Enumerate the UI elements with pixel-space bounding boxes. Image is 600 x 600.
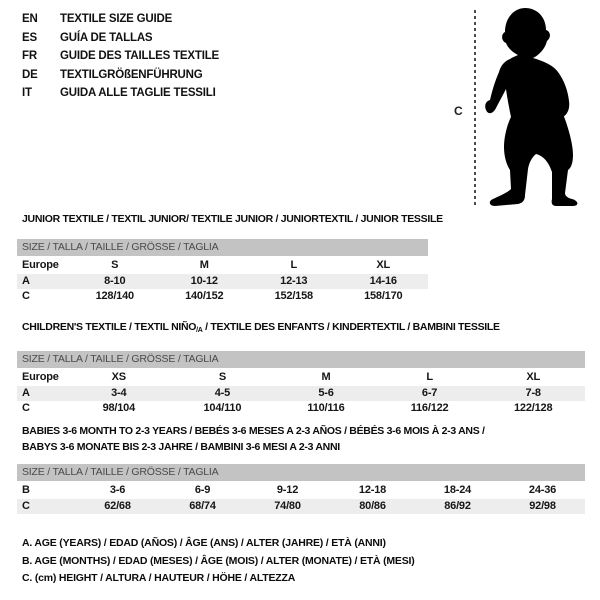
junior-table-title: JUNIOR TEXTILE / TEXTIL JUNIOR/ TEXTILE JUNIOR / JUNIORTEXTIL / JUNIOR TESSILE — [22, 213, 443, 225]
language-row-es — [22, 29, 219, 48]
table-row — [17, 386, 585, 402]
table-cell: 158/170 — [364, 290, 403, 302]
table-cell: 8-10 — [104, 274, 126, 287]
language-code: IT — [22, 87, 32, 99]
legend-footnotes — [22, 535, 415, 588]
table-cell: XL — [376, 259, 391, 271]
table-cell: 3-6 — [109, 484, 126, 496]
table-cell: 62/68 — [104, 499, 131, 512]
table-cell: M — [321, 371, 331, 383]
footnote-height: C. (cm) HEIGHT / ALTURA / HAUTEUR / HÖHE / ALTEZZA — [22, 572, 296, 584]
row-label: C — [22, 499, 30, 512]
language-code: DE — [22, 68, 38, 81]
table-cell: 6-7 — [421, 386, 438, 399]
table-row — [17, 370, 585, 386]
table-row — [17, 258, 428, 274]
table-cell: 68/74 — [189, 499, 216, 512]
table-cell: 6-9 — [194, 484, 211, 496]
table-cell: XL — [526, 371, 541, 383]
height-measure-label: C — [454, 104, 463, 118]
baby-silhouette-icon — [483, 7, 588, 208]
language-row-fr — [22, 47, 219, 66]
table-cell: 122/128 — [514, 402, 553, 414]
table-cell: 116/122 — [410, 402, 449, 414]
junior-size-table — [17, 239, 428, 305]
table-cell: XS — [111, 371, 126, 383]
table-cell: 12-18 — [358, 484, 387, 496]
table-cell: 7-8 — [525, 386, 541, 399]
row-label: C — [22, 290, 30, 302]
table-cell: 12-13 — [280, 274, 308, 287]
children-table — [17, 370, 585, 417]
table-cell: L — [426, 371, 433, 383]
footnote-age-years: A. AGE (YEARS) / EDAD (AÑOS) / ÂGE (ANS) / ALTER (JAHRE) / ETÀ (ANNI) — [22, 537, 386, 549]
language-code: EN — [22, 13, 38, 25]
table-cell: 110/116 — [307, 402, 345, 414]
table-cell: 9-12 — [276, 484, 299, 496]
table-row — [17, 289, 428, 305]
table-row — [17, 483, 585, 499]
guide-title-de: TEXTILGRÖßENFÜHRUNG — [60, 68, 203, 81]
junior-size-header-bar: SIZE / TALLA / TAILLE / GRÖSSE / TAGLIA — [17, 239, 428, 256]
table-cell: 18-24 — [443, 484, 472, 496]
table-cell: S — [111, 259, 119, 271]
babies-size-table — [17, 464, 585, 514]
table-cell: 74/80 — [274, 499, 301, 512]
table-cell: S — [218, 371, 226, 383]
table-row — [17, 274, 428, 290]
height-dashed-line — [474, 10, 476, 208]
table-cell: 14-16 — [369, 274, 397, 287]
table-cell: 3-4 — [111, 386, 127, 399]
row-label: B — [22, 484, 30, 496]
table-cell: 4-5 — [214, 386, 231, 399]
babies-title-line1: BABIES 3-6 MONTH TO 2-3 YEARS / BEBÉS 3-6 MESES A 2-3 AÑOS / BÉBÉS 3-6 MOIS À 2-3 ANS / — [22, 425, 485, 437]
table-cell: 24-36 — [528, 484, 557, 496]
language-code: ES — [22, 31, 37, 44]
table-cell: 80/86 — [359, 499, 386, 512]
table-cell: 5-6 — [318, 386, 334, 399]
language-row-it — [22, 84, 219, 103]
babies-title-line2: BABYS 3-6 MONATE BIS 2-3 JAHRE / BAMBINI 3-6 MESI A 2-3 ANNI — [22, 441, 340, 453]
junior-table — [17, 258, 428, 305]
guide-title-en: TEXTILE SIZE GUIDE — [60, 13, 173, 25]
footnote-age-months: B. AGE (MONTHS) / EDAD (MESES) / ÂGE (MOIS) / ALTER (MONATE) / ETÀ (MESI) — [22, 554, 415, 567]
table-cell: L — [290, 259, 298, 271]
language-row-en — [22, 10, 219, 29]
children-table-title — [22, 319, 500, 339]
children-size-header-bar: SIZE / TALLA / TAILLE / GRÖSSE / TAGLIA — [17, 351, 585, 368]
table-cell: 128/140 — [95, 290, 134, 302]
table-cell: 92/98 — [529, 499, 556, 512]
babies-size-header-bar: SIZE / TALLA / TAILLE / GRÖSSE / TAGLIA — [17, 464, 585, 481]
children-title-sub: /A — [196, 327, 203, 334]
row-label: C — [22, 402, 30, 414]
table-row — [17, 499, 585, 515]
children-size-table — [17, 351, 585, 417]
language-title-list — [22, 10, 219, 103]
table-cell: 98/104 — [102, 402, 136, 414]
guide-title-fr: GUIDE DES TAILLES TEXTILE — [60, 50, 219, 62]
row-label: Europe — [22, 371, 59, 383]
language-row-de — [22, 66, 219, 85]
table-cell: 10-12 — [190, 274, 218, 287]
guide-title-it: GUIDA ALLE TAGLIE TESSILI — [60, 87, 216, 99]
row-label: Europe — [22, 259, 59, 271]
children-title-pre: CHILDREN'S TEXTILE / TEXTIL NIÑO — [22, 321, 197, 333]
table-cell: 86/92 — [444, 499, 471, 512]
guide-title-es: GUÍA DE TALLAS — [60, 31, 153, 44]
babies-table — [17, 483, 585, 514]
table-row — [17, 401, 585, 417]
table-cell: 104/110 — [203, 402, 242, 414]
row-label: A — [22, 386, 30, 399]
table-cell: M — [199, 259, 209, 271]
row-label: A — [22, 274, 30, 287]
children-title-post: / TEXTILE DES ENFANTS / KINDERTEXTIL / BAMBINI TESSILE — [202, 321, 500, 333]
table-cell: 152/158 — [274, 290, 313, 302]
language-code: FR — [22, 50, 37, 62]
babies-table-title — [22, 423, 485, 455]
table-cell: 140/152 — [185, 290, 224, 302]
